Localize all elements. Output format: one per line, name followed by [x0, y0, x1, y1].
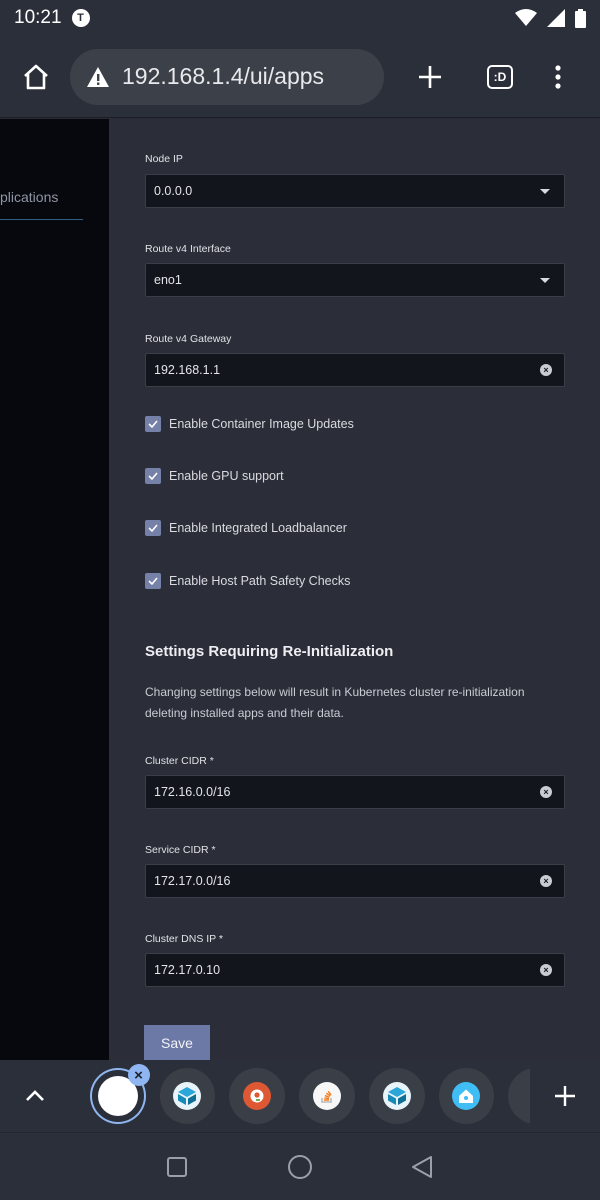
signal-icon	[547, 9, 565, 27]
caret-down-icon	[540, 278, 550, 283]
checkbox-label: Enable GPU support	[169, 469, 284, 483]
stackoverflow-favicon-icon	[313, 1082, 341, 1110]
route-gateway-value: 192.168.1.1	[154, 363, 221, 377]
home-assistant-favicon-icon	[452, 1082, 480, 1110]
tab-item-partial[interactable]	[508, 1068, 530, 1124]
caret-down-icon	[540, 189, 550, 194]
status-bar	[0, 0, 600, 36]
clear-icon[interactable]: ×	[540, 364, 552, 376]
close-tab-icon[interactable]: ×	[128, 1064, 150, 1086]
cluster-cidr-label: Cluster CIDR *	[145, 755, 214, 767]
home-circle-icon[interactable]	[288, 1155, 312, 1179]
service-cidr-label: Service CIDR *	[145, 844, 216, 856]
tab-item[interactable]	[439, 1068, 495, 1124]
service-cidr-input[interactable]	[145, 864, 565, 898]
cube-favicon-icon	[383, 1082, 411, 1110]
route-gateway-input[interactable]	[145, 353, 565, 387]
clear-icon[interactable]: ×	[540, 964, 552, 976]
recent-apps-icon[interactable]	[167, 1157, 187, 1177]
node-ip-value: 0.0.0.0	[154, 184, 193, 198]
expand-tabs-button[interactable]	[0, 1060, 70, 1132]
checkbox-checked-icon[interactable]	[145, 468, 161, 484]
checkbox-checked-icon[interactable]	[145, 520, 161, 536]
checkbox-checked-icon[interactable]	[145, 416, 161, 432]
checkbox-loadbalancer[interactable]	[145, 520, 347, 536]
save-button[interactable]: Save	[144, 1025, 210, 1060]
clear-icon[interactable]: ×	[540, 875, 552, 887]
status-icons	[515, 9, 586, 28]
cluster-dns-value: 172.17.0.10	[154, 963, 221, 977]
system-navigation-bar	[0, 1132, 600, 1200]
tab-item[interactable]	[299, 1068, 355, 1124]
route-gateway-label: Route v4 Gateway	[145, 333, 232, 345]
browser-menu-button[interactable]	[530, 49, 586, 105]
tab-switcher-button[interactable]	[472, 49, 528, 105]
add-tab-button[interactable]	[530, 1060, 600, 1132]
browser-toolbar	[0, 36, 600, 118]
cube-favicon-icon	[173, 1082, 201, 1110]
tab-item[interactable]	[369, 1068, 425, 1124]
home-button[interactable]	[6, 47, 66, 107]
nav-item-applications[interactable]: plications	[0, 189, 59, 205]
settings-form	[109, 119, 600, 1060]
new-tab-button[interactable]	[402, 49, 458, 105]
tab-strip	[0, 1060, 600, 1132]
back-triangle-icon[interactable]	[410, 1155, 434, 1179]
tab-item[interactable]	[160, 1068, 216, 1124]
duckduckgo-favicon-icon	[243, 1082, 271, 1110]
checkbox-label: Enable Container Image Updates	[169, 417, 354, 431]
route-interface-select[interactable]	[145, 263, 565, 297]
address-bar[interactable]	[70, 49, 384, 105]
warning-icon	[86, 66, 110, 88]
tab-current[interactable]	[90, 1068, 146, 1124]
checkbox-host-path-safety[interactable]	[145, 573, 350, 589]
node-ip-select[interactable]	[145, 174, 565, 208]
checkbox-label: Enable Host Path Safety Checks	[169, 574, 351, 588]
node-ip-label: Node IP	[145, 153, 183, 165]
route-interface-label: Route v4 Interface	[145, 243, 231, 255]
checkbox-checked-icon[interactable]	[145, 573, 161, 589]
tab-count: :D	[487, 65, 513, 89]
wifi-icon	[515, 9, 537, 27]
address-url: 192.168.1.4/ui/apps	[122, 63, 325, 89]
tab-item[interactable]	[229, 1068, 285, 1124]
route-interface-value: eno1	[154, 273, 182, 287]
reinit-section-description: Changing settings below will result in Kubernetes cluster re-initialization deleting installed apps and their data.	[145, 685, 525, 720]
battery-icon	[575, 9, 586, 28]
home-icon	[22, 63, 50, 91]
plus-icon	[418, 65, 442, 89]
reinit-section-title: Settings Requiring Re-Initialization	[145, 643, 394, 660]
plus-icon	[554, 1085, 576, 1107]
cluster-dns-label: Cluster DNS IP *	[145, 933, 223, 945]
more-vertical-icon	[555, 65, 561, 89]
checkbox-gpu-support[interactable]	[145, 468, 284, 484]
service-cidr-value: 172.17.0.0/16	[154, 874, 231, 888]
checkbox-image-updates[interactable]	[145, 416, 354, 432]
chevron-up-icon	[25, 1090, 45, 1102]
cluster-cidr-input[interactable]	[145, 775, 565, 809]
clear-icon[interactable]: ×	[540, 786, 552, 798]
cluster-dns-input[interactable]	[145, 953, 565, 987]
status-time: 10:21	[14, 7, 62, 28]
notification-badge-icon: T	[72, 9, 90, 27]
cluster-cidr-value: 172.16.0.0/16	[154, 785, 231, 799]
checkbox-label: Enable Integrated Loadbalancer	[169, 521, 347, 535]
side-navigation	[0, 119, 109, 1060]
nav-active-indicator	[0, 219, 83, 220]
